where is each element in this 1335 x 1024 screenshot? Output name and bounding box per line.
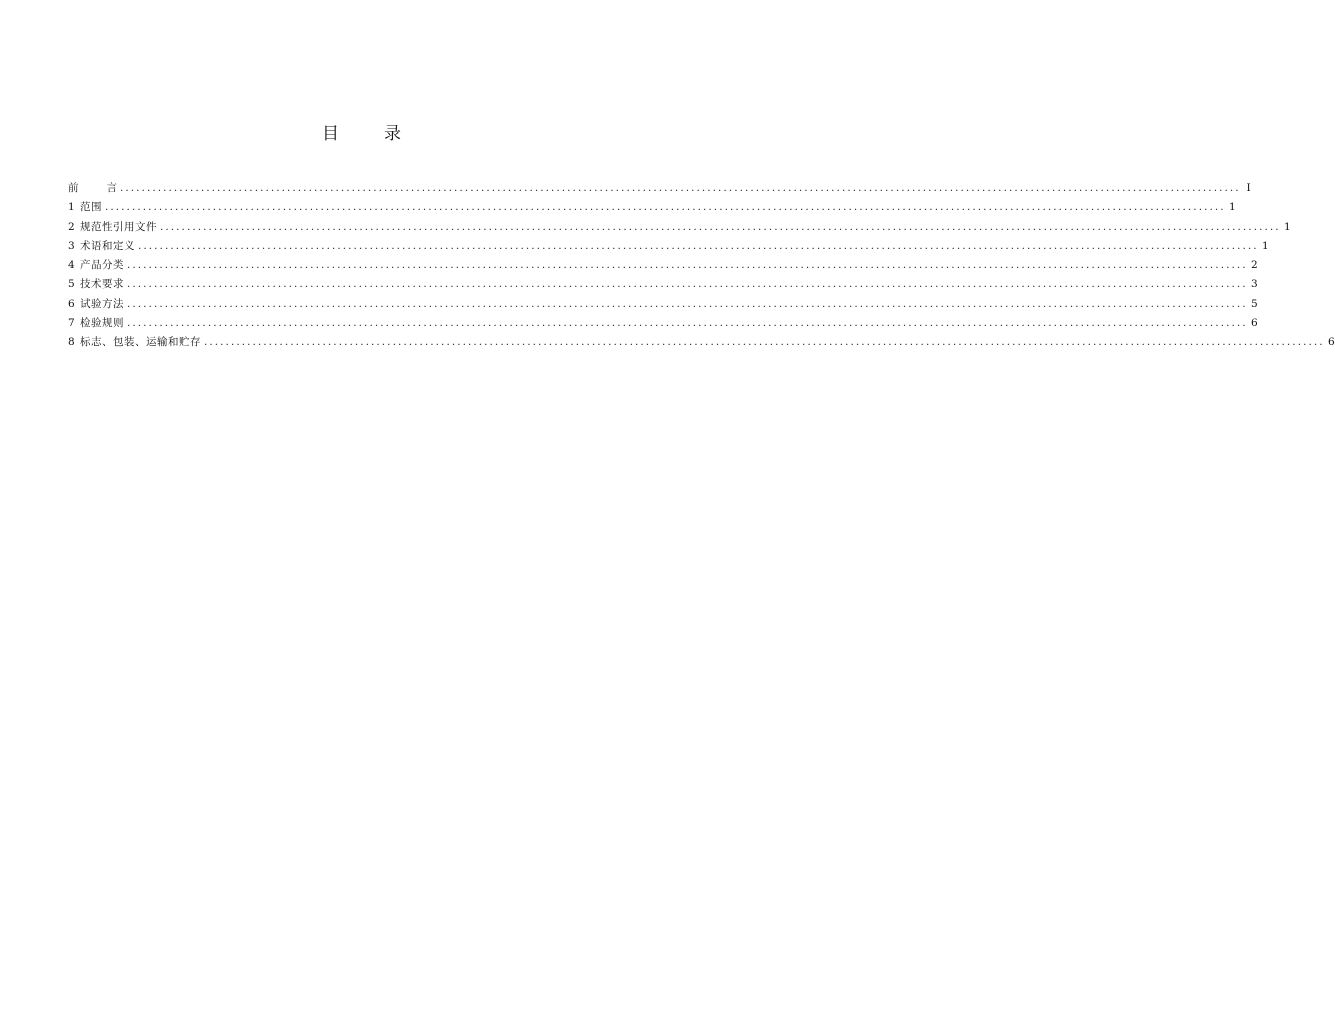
table-of-contents (68, 179, 1335, 353)
toc-page-number: 5 (1250, 297, 1258, 310)
toc-entry-number: 2 (68, 220, 75, 233)
toc-entry[interactable] (68, 237, 1269, 256)
toc-entry[interactable] (68, 198, 1236, 217)
dot-leader: ................................................................................................................................................................................................................ (127, 317, 1248, 330)
toc-entry-label (68, 256, 125, 275)
dot-leader: ................................................................................................................................................................................................................ (105, 201, 1226, 214)
toc-entry[interactable] (68, 256, 1258, 275)
toc-entry[interactable] (68, 295, 1258, 314)
toc-entry-label (68, 237, 136, 256)
preface-char-left: 前 (68, 182, 79, 194)
toc-page-number: I (1246, 182, 1251, 194)
toc-entry-title: 规范性引用文件 (80, 220, 157, 233)
page-title (0, 123, 724, 145)
toc-entry-label (68, 314, 125, 333)
toc-entry[interactable] (68, 314, 1258, 333)
toc-entry-title: 产品分类 (80, 259, 124, 272)
toc-entry-label (68, 275, 125, 294)
toc-entry-label (68, 295, 125, 314)
toc-page-number: 1 (1228, 201, 1236, 214)
toc-entry-title: 技术要求 (80, 278, 124, 291)
toc-entry-title: 标志、包装、运输和贮存 (80, 336, 201, 349)
toc-page-number: 2 (1250, 259, 1258, 272)
toc-page-number: 6 (1250, 317, 1258, 330)
toc-entry-preface[interactable] (68, 179, 1251, 198)
toc-page-number: 1 (1283, 220, 1291, 233)
title-char-right: 录 (384, 124, 402, 144)
toc-entry[interactable] (68, 333, 1335, 352)
toc-entry-label (68, 333, 202, 352)
toc-page-number: 3 (1250, 278, 1258, 291)
preface-char-right: 言 (106, 182, 117, 194)
toc-entry-label (68, 179, 118, 198)
dot-leader: ................................................................................................................................................................................................................ (127, 297, 1248, 310)
toc-entry-title: 术语和定义 (80, 239, 135, 252)
toc-entry-label (68, 218, 158, 237)
toc-entry-title: 检验规则 (80, 317, 124, 330)
toc-entry-number: 5 (68, 278, 75, 291)
toc-entry-number: 1 (68, 201, 75, 214)
toc-entry[interactable] (68, 275, 1258, 294)
dot-leader: ................................................................................................................................................................................................................ (160, 220, 1281, 233)
toc-page-number: 6 (1327, 336, 1335, 349)
toc-entry-label (68, 198, 103, 217)
toc-entry-number: 4 (68, 259, 75, 272)
dot-leader: ................................................................................................................................................................................................................ (120, 182, 1241, 194)
toc-entry-number: 7 (68, 317, 75, 330)
toc-page-number: 1 (1261, 239, 1269, 252)
dot-leader: ................................................................................................................................................................................................................ (127, 278, 1248, 291)
toc-entry-title: 范围 (80, 201, 102, 214)
dot-leader: ................................................................................................................................................................................................................ (204, 336, 1325, 349)
title-char-left: 目 (322, 124, 340, 144)
toc-entry-number: 3 (68, 239, 75, 252)
toc-entry[interactable] (68, 218, 1291, 237)
toc-entry-title: 试验方法 (80, 297, 124, 310)
dot-leader: ................................................................................................................................................................................................................ (127, 259, 1248, 272)
toc-entry-number: 6 (68, 297, 75, 310)
dot-leader: ................................................................................................................................................................................................................ (138, 239, 1259, 252)
toc-entry-number: 8 (68, 336, 75, 349)
